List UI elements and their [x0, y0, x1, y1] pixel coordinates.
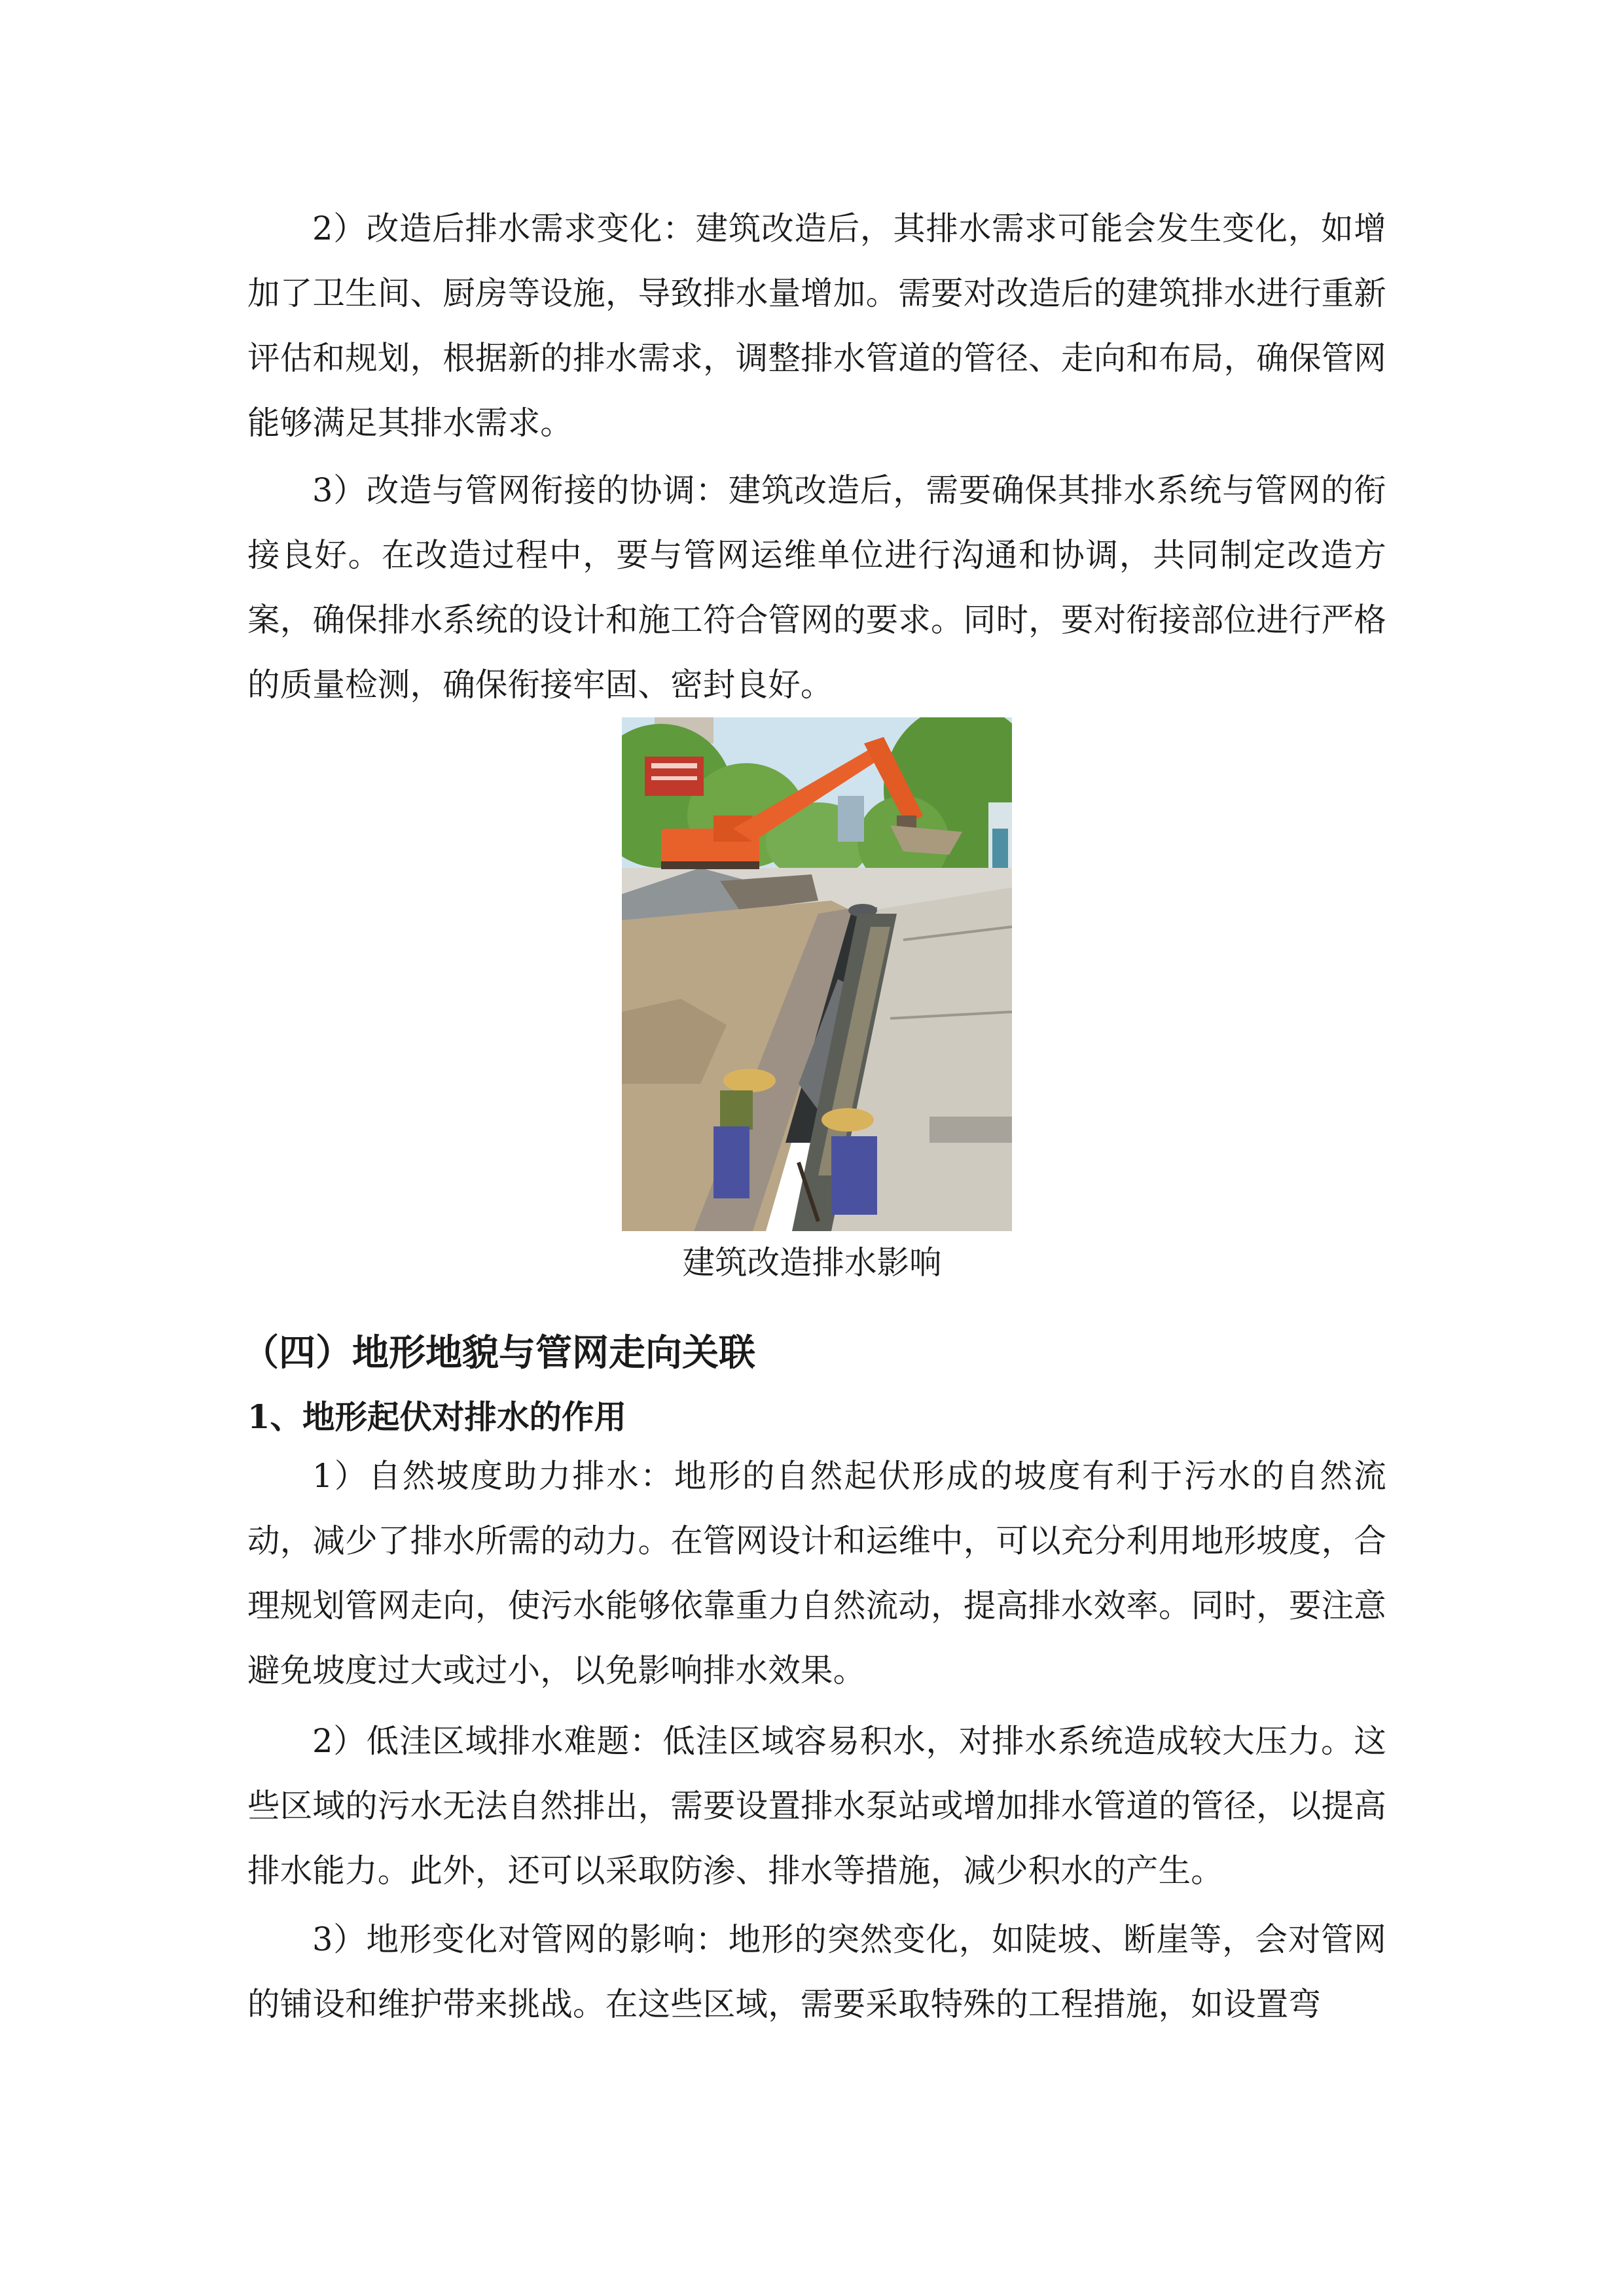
section-heading: （四）地形地貌与管网走向关联 [242, 1331, 755, 1374]
paragraph-post-renovation-demand: 2）改造后排水需求变化：建筑改造后，其排水需求可能会发生变化，如增加了卫生间、厨房等设施，导致排水量增加。需要对改造后的建筑排水进行重新评估和规划，根据新的排水需求，调整排水管道的管径、走向和布局，确保管网能够满足其排水需求。 [247, 209, 1386, 442]
figure-photo-drainage-trench [622, 717, 1012, 1231]
figure-caption: 建筑改造排水影响 [682, 1244, 942, 1282]
paragraph-renovation-coordination: 3）改造与管网衔接的协调：建筑改造后，需要确保其排水系统与管网的衔接良好。在改造过程中，要与管网运维单位进行沟通和协调，共同制定改造方案，确保排水系统的设计和施工符合管网的要求。同时，要对衔接部位进行严格的质量检测，确保衔接牢固、密封良好。 [247, 471, 1386, 704]
paragraph-low-lying-areas: 2）低洼区域排水难题：低洼区域容易积水，对排水系统造成较大压力。这些区域的污水无法自然排出，需要设置排水泵站或增加排水管道的管径，以提高排水能力。此外，还可以采取防渗、排水等措施，减少积水的产生。 [247, 1722, 1386, 1890]
paragraph-terrain-change: 3）地形变化对管网的影响：地形的突然变化，如陡坡、断崖等，会对管网的铺设和维护带来挑战。在这些区域，需要采取特殊的工程措施，如设置弯 [247, 1920, 1386, 2023]
subsection-title: 1、地形起伏对排水的作用 [247, 1398, 626, 1436]
paragraph-natural-slope: 1）自然坡度助力排水：地形的自然起伏形成的坡度有利于污水的自然流动，减少了排水所需的动力。在管网设计和运维中，可以充分利用地形坡度，合理规划管网走向，使污水能够依靠重力自然流动，提高排水效率。同时，要注意避免坡度过大或过小，以免影响排水效果。 [247, 1457, 1386, 1689]
construction-photo [622, 717, 1012, 1231]
